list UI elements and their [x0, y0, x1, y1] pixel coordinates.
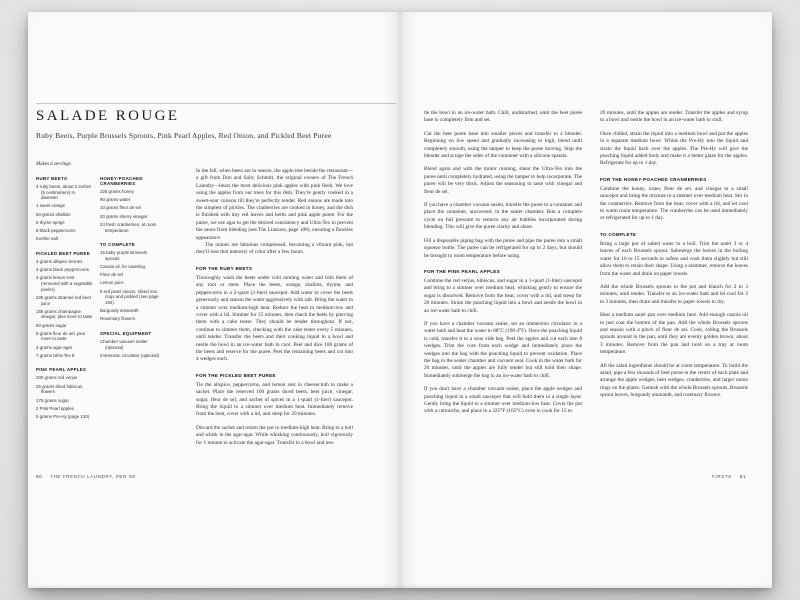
ingredient-item: 50 grams shallots: [36, 211, 71, 217]
ingredient-item: 80 grams sugar: [36, 322, 67, 328]
step-paragraph: Add the whole Brussels sprouts to the pot and blanch for 2 to 3 minutes, until tender. Transfer to an ice-water bath and let cool for 2 to 3 minutes, then drain and transfer to paper towels to dry.: [600, 283, 748, 305]
ingredient-item: 25 grams dried hibiscus flowers: [36, 383, 83, 395]
step-paragraph: Heat a medium sauté pan over medium heat. Add enough canola oil to just coat the bottom of the pan. Add the whole Brussels sprouts and season with a pinch of fleur de sel. Cook, rolling the Brussels sprouts around in the pan, until they are evenly golden brown, about 3 minutes. Remove from the pan and hold on a tray at room temperature.: [600, 312, 748, 356]
ingredient-item: Lemon juice: [100, 280, 124, 286]
ingredient-item: 225 grams honey: [100, 189, 134, 194]
book-title-footer: THE FRENCH LAUNDRY, PER SE: [50, 474, 136, 479]
ingredient-item: 8 grams fleur de sel, plus more to taste: [36, 330, 86, 342]
ingredient-heading: PINK PEARL APPLES: [36, 367, 87, 373]
ingredient-section-special-equipment: [100, 331, 160, 358]
step-heading-ruby-beets: FOR THE RUBY BEETS: [196, 265, 253, 271]
step-paragraph: Fill a disposable piping bag with the puree and pipe the puree into a small squeeze bottle. The puree can be refrigerated for up to 2 days, but should be brought to room temperature before using.: [424, 237, 582, 259]
ingredient-section-honey-poached-cranberries: [100, 176, 160, 233]
ingredient-section-pink-pearl-apples: [36, 367, 93, 419]
ingredient-item: Kosher salt: [36, 236, 58, 242]
ingredient-item: 175 grams sugar: [36, 397, 69, 403]
step-paragraph: 20 minutes, until the apples are tender. Transfer the apples and syrup to a bowl and nestle the bowl in an ice-water bath to chill.: [600, 110, 748, 124]
intro-paragraph: In the fall, when beets are in season, the apple tree beside the restaurant—a gift from Don and Sally Schmitt, the original owners of The French Laundry—bears the most delicious pink apples with pink flesh. We love using the apples from our trees for this dish. They're gently cooked in a sweet-sour cuisson till they're perfectly tender. Red onions are made into the simplest of pickles. The cranberries are cooked in honey, and the dish is finished with tiny red leaves and herbs and pink apple puree. For the puree, we use agar to get the desired consistency and Ultra-Tex to prevent the sauce from bleeding (see The Liaisons, page 108), ensuring a flawless appearance.: [196, 168, 353, 241]
chapter-name-footer: FIRSTS: [712, 474, 732, 479]
step-paragraph: Once chilled, strain the liquid into a medium bowl and put the apples in a separate medium bowl. Whisk the Pre-Hy into the liquid and strain the liquid back over the apples. The Pre-Hy will give the poaching liquid added body and make it a better glaze for the apples. Refrigerate for up to 1 day.: [600, 130, 748, 167]
ingredient-item: 4 grams agar-agar: [36, 344, 73, 350]
ingredient-item: 4 grams allspice berries: [36, 258, 83, 264]
title-rule: [36, 103, 396, 104]
step-heading-to-complete: TO COMPLETE: [600, 231, 637, 237]
ingredient-item: Chamber vacuum sealer (optional): [100, 338, 148, 350]
ingredient-item: Burgundy amaranth: [100, 308, 139, 314]
ingredient-heading: RUBY BEETS: [36, 176, 68, 181]
left-page-footer: [36, 474, 136, 479]
ingredient-item: 7 grams Ultra-Tex 8: [36, 352, 75, 358]
ingredient-item: Fleur de sel: [100, 272, 123, 278]
step-paragraph: If you don't have a chamber vacuum sealer, place the apple wedges and poaching liquid in a small saucepot that will hold them in a single layer. Gently bring the liquid to a simmer over medium-low heat. Cover the pot with a cartouche, and place in a 325°F (165°C) oven to cook for 15 to: [424, 386, 582, 415]
left-page: [28, 12, 400, 588]
servings-note: Makes 6 servings: [36, 162, 71, 167]
ingredient-item: 2 Pink Pearl apples: [36, 405, 74, 411]
recipe-subtitle: Ruby Beets, Purple Brussels Sprouts, Pink Pearl Apples, Red Onion, and Pickled Beet Puree: [36, 131, 332, 140]
ingredient-section-to-complete: [100, 242, 160, 322]
ingredient-item: Immersion circulator (optional): [100, 352, 160, 358]
ingredient-item: Canola oil, for sautéing: [100, 263, 145, 269]
ingredient-item: 8 grams Pre-Hy (page 120): [36, 413, 90, 419]
right-page-number: 91: [739, 474, 746, 479]
ingredient-item: 4 ruby beets, about 2 inches (5 centimeters) in diameter: [36, 184, 92, 201]
step-paragraph: If you have a chamber vacuum sealer, set an immersion circulator in a water bath and heat the water to 88°C (190.4°F). Once the poaching liquid is cold, transfer it to a sous vide bag. Peel the apples and cut each into 8 wedges. Trim the core from each wedge and immediately place the wedges into the bag with the poaching liquid to prevent oxidation. Place the bag in the sealer chamber and vacuum seal. Cook in the water bath for 20 minutes, until the apples are fully tender but still hold their shape. Immediately submerge the bag in an ice-water bath to chill.: [424, 320, 582, 379]
step-heading-pickled-beet-puree: FOR THE PICKLED BEET PUREE: [196, 372, 276, 378]
ingredient-item: 4 grams black peppercorns: [36, 267, 89, 273]
ingredient-item: 24 fresh cranberries, at room temperature: [100, 221, 157, 233]
ingredient-section-pickled-beet-puree: [36, 251, 93, 359]
ingredient-item: Rosemary flowers: [100, 316, 136, 322]
step-heading-honey-poached-cranberries: FOR THE HONEY-POACHED CRANBERRIES: [600, 176, 707, 182]
step-heading-pink-pearl-apples: FOR THE PINK PEARL APPLES: [424, 268, 501, 274]
step-paragraph: Discard the sachet and return the pot to medium-high heat. Bring to a boil and whisk in the agar-agar. While whisking continuously, boil vigorously for 1 minute to activate the agar-agar. Transfer to a bowl and nes-: [196, 424, 353, 446]
ingredient-item: 5 thyme sprigs: [36, 219, 65, 225]
ingredient-heading: PICKLED BEET PUREE: [36, 250, 90, 256]
ingredient-item: 225 grams strained red beet juice: [36, 294, 91, 306]
ingredient-heading: HONEY-POACHED CRANBERRIES: [100, 176, 143, 186]
ingredient-item: 8 black peppercorns: [36, 228, 76, 234]
step-paragraph: Tie the allspice, peppercorns, and lemon zest in cheesecloth to make a sachet. Place the reserved 100 grams diced beets, beet juice, vinegar, sugar, fleur de sel, and sachet of spices in a 1-quart (1-liter) saucepot. Bring the liquid to a simmer over medium heat. Immediately remove from the heat, cover with a lid, and steep for 20 minutes.: [196, 381, 353, 418]
ingredient-item: 10 grams fleur de sel: [100, 205, 141, 211]
step-paragraph: All the salad ingredients should be at room temperature. To build the salad, pipe a few mounds of beet puree in the center of each plate and arrange the apple wedges, beet wedges, cranberries, and larger onion rings on the plates. Garnish with the whole Brussels sprouts, Brussels sprout leaves, burgundy amaranth, and rosemary flowers.: [600, 362, 748, 399]
ingredients-column-2: [100, 176, 160, 361]
step-paragraph: If you have a chamber vacuum sealer, transfer the puree to a container and place the container, uncovered, in the sealer chamber. Run a complete cycle on full pressure to remove any air bubbles incorporated during blending. This will give the puree clarity and shine.: [424, 202, 582, 231]
ingredient-section-ruby-beets: [36, 176, 93, 242]
step-paragraph: Bring a large pot of salted water to a boil. Trim the outer 3 or 4 leaves of each Brussels sprout. Submerge the leaves in the boiling water for 10 to 15 seconds to soften and cook them slightly but still allow them to retain their shape. Using a skimmer, remove the leaves from the water and drain on paper towels.: [600, 240, 748, 277]
intro-block: [196, 168, 353, 257]
step-paragraph: Combine the red verjus, hibiscus, and sugar in a 1-quart (1-liter) saucepot and bring to a simmer over medium heat, whisking gently to ensure the sugar is dissolved. Remove from the heat, cover with a lid, and steep for 20 minutes. Strain the poaching liquid into a bowl and nestle the bowl in an ice-water bath to chill.: [424, 277, 582, 314]
recipe-title: SALADE ROUGE: [36, 108, 180, 124]
ingredient-item: 90 grams water: [100, 197, 131, 203]
ingredients-column-1: [36, 162, 93, 422]
ingredient-item: 20 grams sherry vinegar: [100, 213, 148, 219]
ingredient-item: 16 baby purple Brussels sprouts: [100, 250, 148, 261]
ingredient-item: 6 red pearl onions, sliced into rings and pickled (see page 194): [100, 288, 159, 305]
ingredient-item: 1 navel orange: [36, 203, 66, 209]
ingredient-heading: SPECIAL EQUIPMENT: [100, 330, 152, 336]
intro-paragraph: The onions are fabulous compressed, becoming a vibrant pink, but they'll lose that intensity of color after a few hours.: [196, 242, 353, 256]
ingredient-item: 165 grams champagne vinegar, plus more to taste: [36, 308, 93, 320]
step-paragraph: Blend again and with the motor running, shear the Ultra-Tex into the puree until completely hydrated, using the tamper to help incorporate. The puree will be very thick. Adjust the seasoning to taste with vinegar and fleur de sel.: [424, 166, 582, 195]
right-page-footer: [712, 474, 746, 479]
step-paragraph: Combine the honey, water, fleur de sel, and vinegar in a small saucepot and bring the mixture to a simmer over medium heat. Stir in the cranberries. Remove from the heat, cover with a lid, and let cool to warm room temperature. The cranberries can be used immediately or refrigerated for up to 1 day.: [600, 185, 748, 222]
step-paragraph: Cut the beet puree base into smaller pieces and transfer to a blender. Beginning on low speed and gradually increasing to high, blend until completely smooth, using the tamper to keep the puree moving. Stop the blender and scrape the sides of the container with a silicone spatula.: [424, 130, 582, 160]
ingredient-item: 4 grams lemon zest (removed with a vegetable peeler): [36, 275, 93, 292]
right-column-a: [424, 110, 582, 422]
ingredient-heading: TO COMPLETE: [100, 242, 135, 248]
right-page: [400, 12, 772, 588]
ingredient-item: 200 grams red verjus: [36, 375, 78, 381]
left-page-number: 90: [36, 474, 43, 479]
step-paragraph: tle the bowl in an ice-water bath. Chill, undisturbed, until the beet puree base is completely firm and set.: [424, 110, 582, 124]
right-column-b: [600, 110, 748, 406]
step-paragraph: Thoroughly wash the beets under cold running water and trim them of any root or stem. Place the beets, orange, shallots, thyme, and peppercorns in a 2-quart (2-liter) saucepot. Add water to cover the beets generously and season the water aggressively with salt. Bring the water to a simmer over medium-high heat. Reduce the heat to medium-low and cover with a lid. Simmer for 25 minutes, then check the beets by piercing them with a cake tester. They should be tender throughout. If not, continue to simmer them, checking with the cake tester every 5 minutes, until tender. Transfer the beets and their cooking liquid to a bowl and nestle the bowl in an ice-water bath to cool. Peel and dice 100 grams of the beets and reserve for the puree. Peel the remaining beets and cut into 4 wedges each.: [196, 274, 353, 363]
left-body-column: [196, 168, 353, 453]
book-spread: [28, 12, 772, 588]
